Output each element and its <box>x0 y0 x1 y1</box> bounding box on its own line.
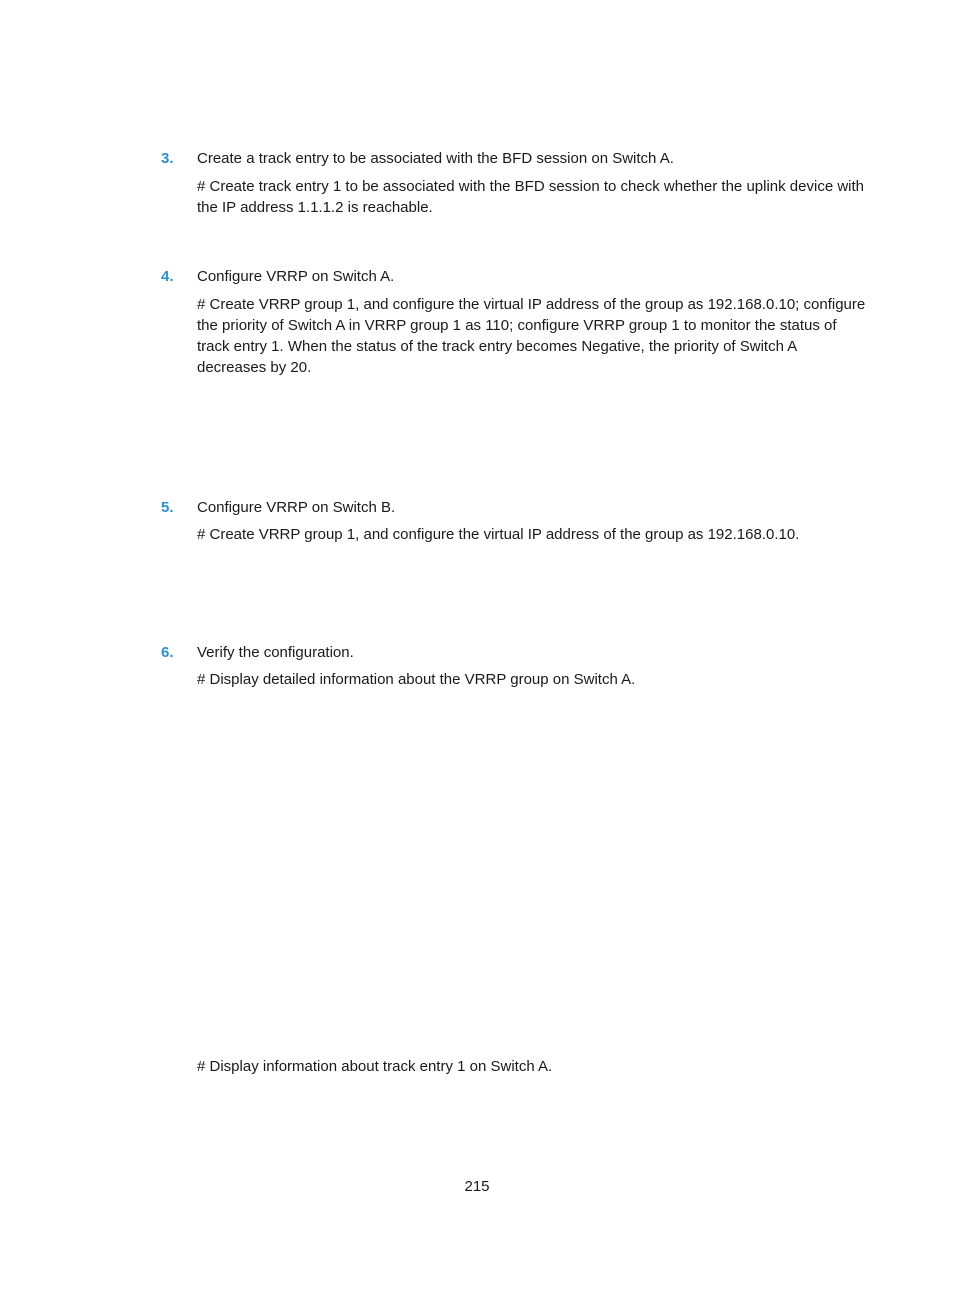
step-number: 4. <box>161 268 174 285</box>
step-4-description: # Create VRRP group 1, and configure the virtual IP address of the group as 192.168.0.10; configure the priority of Switch A in VRRP group 1 as 110; configure VRRP group 1 to monitor the status of track entry 1. When the status of the track entry becomes Negative, the priority of Switch A decreases by 20. <box>197 296 866 376</box>
step-title: Configure VRRP on Switch B. <box>197 499 396 516</box>
page-number: 215 <box>464 1178 490 1195</box>
step-title: Configure VRRP on Switch A. <box>197 268 395 285</box>
step-title: Verify the configuration. <box>197 644 354 661</box>
step-3-description: # Create track entry 1 to be associated with the BFD session to check whether the uplink device with the IP address 1.1.1.2 is reachable. <box>197 178 865 216</box>
track-entry-note: # Display information about track entry 1 on Switch A. <box>197 1058 553 1075</box>
step-number: 6. <box>161 644 174 661</box>
step-number: 5. <box>161 499 174 516</box>
step-title: Create a track entry to be associated with the BFD session on Switch A. <box>197 150 674 167</box>
step-5-description: # Create VRRP group 1, and configure the virtual IP address of the group as 192.168.0.10. <box>197 526 800 543</box>
step-6-description: # Display detailed information about the VRRP group on Switch A. <box>197 671 636 688</box>
step-number: 3. <box>161 150 174 167</box>
